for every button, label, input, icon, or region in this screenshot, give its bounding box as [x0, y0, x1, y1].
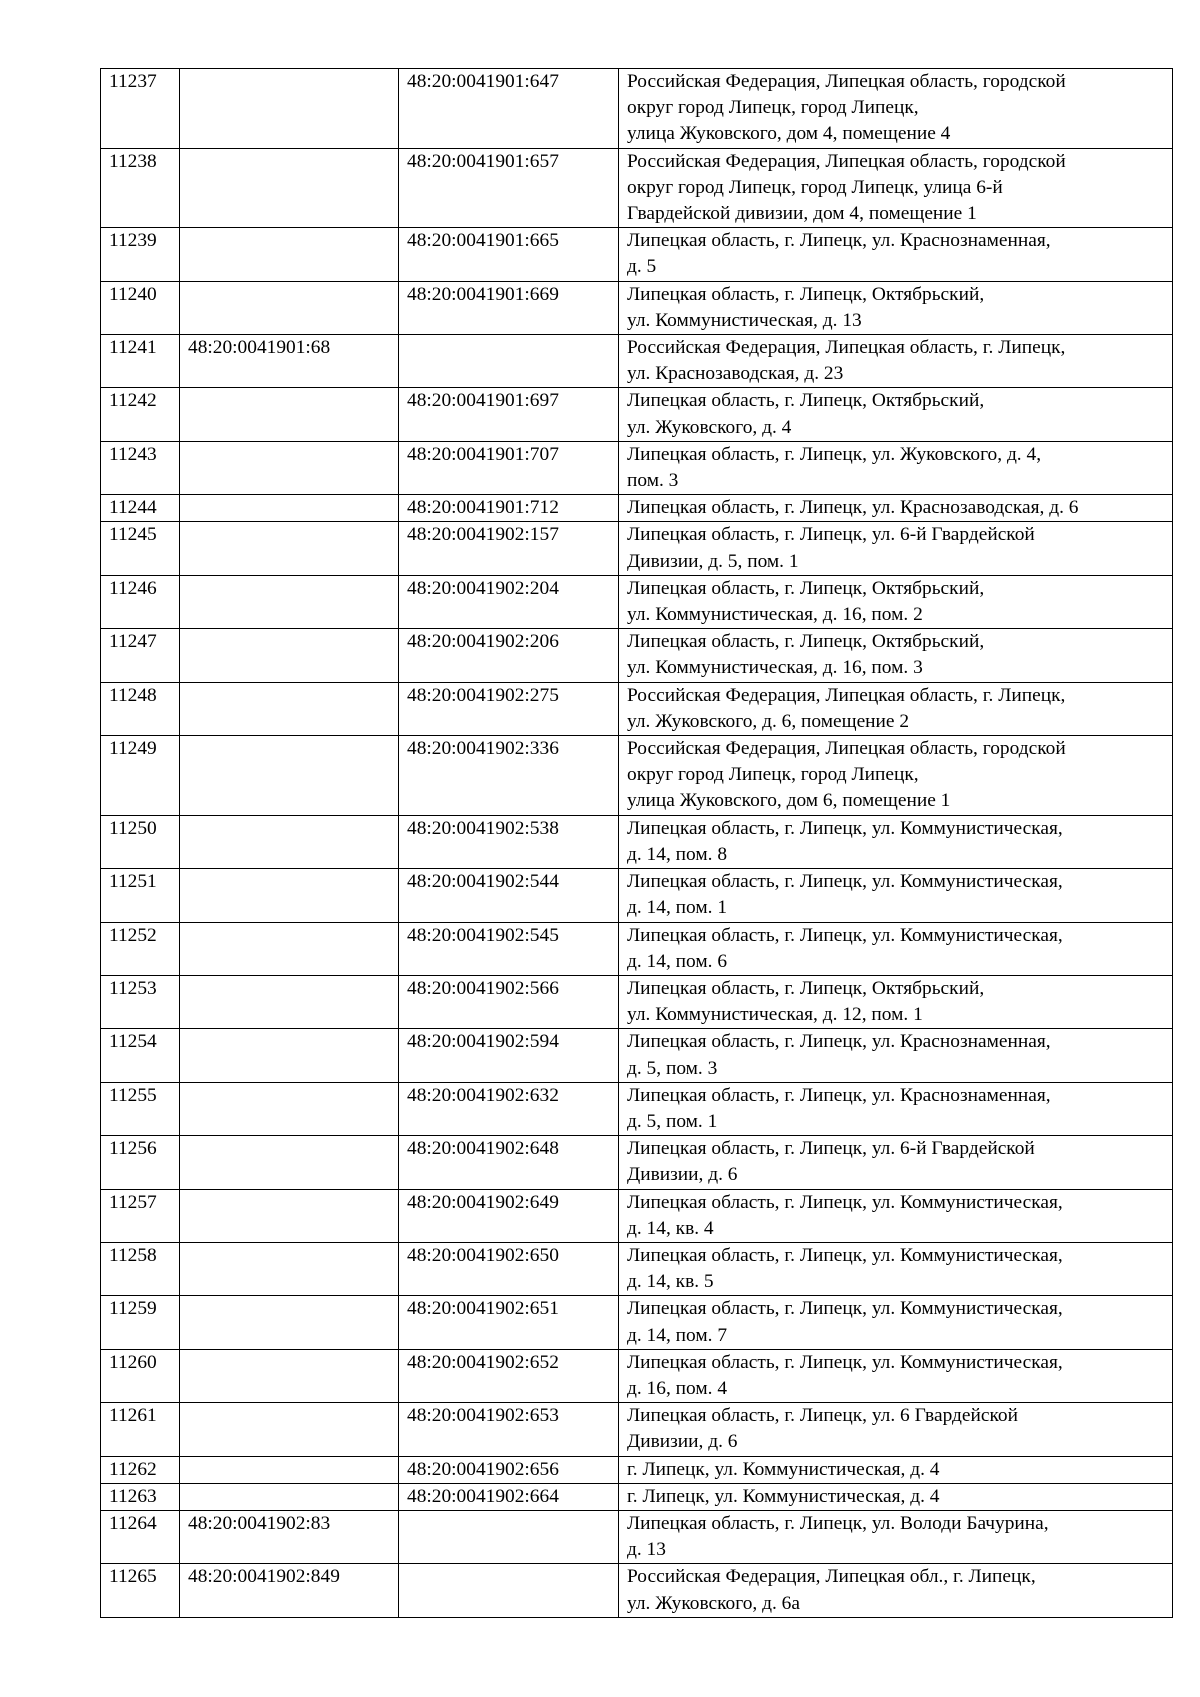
table-row	[101, 1349, 1173, 1402]
address-line: Липецкая область, г. Липецк, Октябрьский,	[627, 977, 985, 999]
address-cell	[619, 388, 1173, 441]
address-cell	[619, 815, 1173, 868]
table-row	[101, 228, 1173, 281]
address-cell	[619, 736, 1173, 816]
address-line: Липецкая область, г. Липецк, Октябрьский,	[627, 577, 985, 599]
row-number-cell: 11264	[101, 1510, 180, 1563]
table-row	[101, 815, 1173, 868]
object-cadastral-number-cell	[399, 335, 619, 388]
row-number-cell: 11241	[101, 335, 180, 388]
land-cadastral-number-cell	[180, 69, 399, 149]
address-line: Липецкая область, г. Липецк, ул. Краснозаводская, д. 6	[627, 497, 1079, 519]
address-line: ул. Жуковского, д. 6, помещение 2	[627, 710, 910, 732]
row-number-cell: 11253	[101, 975, 180, 1028]
address-line: д. 5, пом. 3	[627, 1057, 718, 1079]
registry-table	[100, 68, 1173, 1618]
address-cell	[619, 1029, 1173, 1082]
row-number-cell: 11265	[101, 1564, 180, 1617]
address-line: Липецкая область, г. Липецк, ул. Коммунистическая,	[627, 871, 1063, 893]
address-line: Липецкая область, г. Липецк, ул. 6 Гвардейской	[627, 1405, 1018, 1427]
table-row	[101, 1296, 1173, 1349]
address-line: Российская Федерация, Липецкая область, г. Липецк,	[627, 337, 1066, 359]
object-cadastral-number-cell: 48:20:0041901:712	[399, 495, 619, 522]
land-cadastral-number-cell	[180, 736, 399, 816]
address-cell	[619, 1296, 1173, 1349]
land-cadastral-number-cell	[180, 495, 399, 522]
land-cadastral-number-cell	[180, 922, 399, 975]
land-cadastral-number-cell	[180, 1189, 399, 1242]
address-cell	[619, 69, 1173, 149]
table-row	[101, 1403, 1173, 1456]
row-number-cell: 11238	[101, 148, 180, 228]
address-line: Российская Федерация, Липецкая область, городской	[627, 738, 1066, 760]
address-line: д. 13	[627, 1539, 666, 1561]
row-number-cell: 11260	[101, 1349, 180, 1402]
address-cell	[619, 869, 1173, 922]
table-row	[101, 1564, 1173, 1617]
address-line: Липецкая область, г. Липецк, ул. 6-й Гвардейской	[627, 524, 1035, 546]
land-cadastral-number-cell	[180, 1082, 399, 1135]
table-row	[101, 1242, 1173, 1295]
land-cadastral-number-cell	[180, 869, 399, 922]
land-cadastral-number-cell	[180, 629, 399, 682]
address-cell	[619, 682, 1173, 735]
row-number-cell: 11240	[101, 281, 180, 334]
row-number-cell: 11250	[101, 815, 180, 868]
object-cadastral-number-cell: 48:20:0041902:664	[399, 1483, 619, 1510]
address-cell	[619, 1483, 1173, 1510]
address-line: Липецкая область, г. Липецк, ул. Коммунистическая,	[627, 817, 1063, 839]
address-line: Липецкая область, г. Липецк, ул. Коммунистическая,	[627, 924, 1063, 946]
object-cadastral-number-cell: 48:20:0041902:206	[399, 629, 619, 682]
object-cadastral-number-cell: 48:20:0041901:647	[399, 69, 619, 149]
land-cadastral-number-cell	[180, 1456, 399, 1483]
address-line: д. 14, пом. 7	[627, 1324, 728, 1346]
address-line: Липецкая область, г. Липецк, ул. Володи Бачурина,	[627, 1512, 1049, 1534]
address-line: д. 14, кв. 4	[627, 1217, 714, 1239]
address-cell	[619, 281, 1173, 334]
address-cell	[619, 1082, 1173, 1135]
address-cell	[619, 1456, 1173, 1483]
object-cadastral-number-cell: 48:20:0041902:656	[399, 1456, 619, 1483]
object-cadastral-number-cell: 48:20:0041901:669	[399, 281, 619, 334]
object-cadastral-number-cell: 48:20:0041902:566	[399, 975, 619, 1028]
object-cadastral-number-cell	[399, 1510, 619, 1563]
address-line: ул. Коммунистическая, д. 12, пом. 1	[627, 1004, 923, 1026]
row-number-cell: 11262	[101, 1456, 180, 1483]
address-line: д. 14, пом. 1	[627, 897, 728, 919]
address-line: ул. Краснозаводская, д. 23	[627, 363, 844, 385]
address-line: Липецкая область, г. Липецк, Октябрьский,	[627, 631, 985, 653]
address-cell	[619, 441, 1173, 494]
object-cadastral-number-cell: 48:20:0041902:275	[399, 682, 619, 735]
land-cadastral-number-cell	[180, 682, 399, 735]
row-number-cell: 11263	[101, 1483, 180, 1510]
object-cadastral-number-cell: 48:20:0041902:545	[399, 922, 619, 975]
table-row	[101, 1456, 1173, 1483]
object-cadastral-number-cell: 48:20:0041902:649	[399, 1189, 619, 1242]
row-number-cell: 11244	[101, 495, 180, 522]
object-cadastral-number-cell: 48:20:0041902:632	[399, 1082, 619, 1135]
table-row	[101, 1483, 1173, 1510]
address-cell	[619, 629, 1173, 682]
land-cadastral-number-cell	[180, 1136, 399, 1189]
land-cadastral-number-cell	[180, 1483, 399, 1510]
land-cadastral-number-cell	[180, 388, 399, 441]
address-line: Липецкая область, г. Липецк, ул. Коммунистическая,	[627, 1298, 1063, 1320]
land-cadastral-number-cell	[180, 441, 399, 494]
address-line: Липецкая область, г. Липецк, ул. Краснознаменная,	[627, 1084, 1051, 1106]
address-line: ул. Коммунистическая, д. 13	[627, 309, 862, 331]
object-cadastral-number-cell: 48:20:0041902:653	[399, 1403, 619, 1456]
land-cadastral-number-cell	[180, 281, 399, 334]
address-line: Липецкая область, г. Липецк, ул. Краснознаменная,	[627, 1031, 1051, 1053]
table-row	[101, 495, 1173, 522]
object-cadastral-number-cell	[399, 1564, 619, 1617]
object-cadastral-number-cell: 48:20:0041902:650	[399, 1242, 619, 1295]
row-number-cell: 11259	[101, 1296, 180, 1349]
address-line: д. 5	[627, 256, 657, 278]
address-line: Российская Федерация, Липецкая область, городской	[627, 71, 1066, 92]
address-line: Дивизии, д. 6	[627, 1431, 738, 1453]
address-line: д. 14, пом. 8	[627, 843, 728, 865]
land-cadastral-number-cell: 48:20:0041901:68	[180, 335, 399, 388]
address-line: округ город Липецк, город Липецк,	[627, 97, 919, 119]
address-line: д. 14, пом. 6	[627, 950, 728, 972]
object-cadastral-number-cell: 48:20:0041901:707	[399, 441, 619, 494]
address-line: ул. Жуковского, д. 6а	[627, 1592, 800, 1614]
address-line: округ город Липецк, город Липецк, улица 6-й	[627, 176, 1003, 198]
land-cadastral-number-cell	[180, 1403, 399, 1456]
object-cadastral-number-cell: 48:20:0041902:594	[399, 1029, 619, 1082]
object-cadastral-number-cell: 48:20:0041901:665	[399, 228, 619, 281]
object-cadastral-number-cell: 48:20:0041901:657	[399, 148, 619, 228]
row-number-cell: 11239	[101, 228, 180, 281]
address-line: пом. 3	[627, 470, 679, 492]
address-cell	[619, 522, 1173, 575]
land-cadastral-number-cell	[180, 575, 399, 628]
address-line: Липецкая область, г. Липецк, Октябрьский,	[627, 283, 985, 305]
address-line: Гвардейской дивизии, дом 4, помещение 1	[627, 203, 977, 225]
table-row	[101, 281, 1173, 334]
row-number-cell: 11256	[101, 1136, 180, 1189]
address-cell	[619, 495, 1173, 522]
table-row	[101, 736, 1173, 816]
land-cadastral-number-cell: 48:20:0041902:849	[180, 1564, 399, 1617]
row-number-cell: 11247	[101, 629, 180, 682]
address-line: Российская Федерация, Липецкая область, г. Липецк,	[627, 684, 1066, 706]
address-line: д. 14, кв. 5	[627, 1271, 714, 1293]
address-line: Липецкая область, г. Липецк, ул. Коммунистическая,	[627, 1351, 1063, 1373]
address-line: д. 16, пом. 4	[627, 1377, 728, 1399]
table-row	[101, 1510, 1173, 1563]
address-line: г. Липецк, ул. Коммунистическая, д. 4	[627, 1485, 940, 1507]
table-row	[101, 682, 1173, 735]
row-number-cell: 11261	[101, 1403, 180, 1456]
table-row	[101, 1082, 1173, 1135]
address-line: улица Жуковского, дом 4, помещение 4	[627, 123, 951, 145]
address-line: ул. Коммунистическая, д. 16, пом. 3	[627, 657, 923, 679]
object-cadastral-number-cell: 48:20:0041902:652	[399, 1349, 619, 1402]
address-line: д. 5, пом. 1	[627, 1110, 718, 1132]
table-row	[101, 335, 1173, 388]
object-cadastral-number-cell: 48:20:0041902:544	[399, 869, 619, 922]
land-cadastral-number-cell	[180, 1296, 399, 1349]
address-line: Дивизии, д. 5, пом. 1	[627, 550, 799, 572]
object-cadastral-number-cell: 48:20:0041901:697	[399, 388, 619, 441]
land-cadastral-number-cell	[180, 1029, 399, 1082]
address-cell	[619, 975, 1173, 1028]
row-number-cell: 11252	[101, 922, 180, 975]
object-cadastral-number-cell: 48:20:0041902:336	[399, 736, 619, 816]
object-cadastral-number-cell: 48:20:0041902:648	[399, 1136, 619, 1189]
table-row	[101, 148, 1173, 228]
address-cell	[619, 335, 1173, 388]
address-cell	[619, 575, 1173, 628]
row-number-cell: 11245	[101, 522, 180, 575]
address-cell	[619, 1564, 1173, 1617]
row-number-cell: 11243	[101, 441, 180, 494]
land-cadastral-number-cell	[180, 522, 399, 575]
row-number-cell: 11248	[101, 682, 180, 735]
address-line: округ город Липецк, город Липецк,	[627, 764, 919, 786]
address-line: г. Липецк, ул. Коммунистическая, д. 4	[627, 1458, 940, 1480]
row-number-cell: 11255	[101, 1082, 180, 1135]
object-cadastral-number-cell: 48:20:0041902:157	[399, 522, 619, 575]
land-cadastral-number-cell	[180, 975, 399, 1028]
object-cadastral-number-cell: 48:20:0041902:651	[399, 1296, 619, 1349]
table-row	[101, 441, 1173, 494]
address-line: ул. Коммунистическая, д. 16, пом. 2	[627, 604, 923, 626]
land-cadastral-number-cell	[180, 1242, 399, 1295]
address-line: Липецкая область, г. Липецк, ул. 6-й Гвардейской	[627, 1138, 1035, 1160]
address-line: Липецкая область, г. Липецк, ул. Коммунистическая,	[627, 1244, 1063, 1266]
object-cadastral-number-cell: 48:20:0041902:204	[399, 575, 619, 628]
address-cell	[619, 1242, 1173, 1295]
table-row	[101, 575, 1173, 628]
table-row	[101, 975, 1173, 1028]
address-cell	[619, 148, 1173, 228]
address-cell	[619, 922, 1173, 975]
table-row	[101, 522, 1173, 575]
address-line: Липецкая область, г. Липецк, Октябрьский,	[627, 390, 985, 412]
table-row	[101, 869, 1173, 922]
address-cell	[619, 1189, 1173, 1242]
table-row	[101, 388, 1173, 441]
land-cadastral-number-cell: 48:20:0041902:83	[180, 1510, 399, 1563]
land-cadastral-number-cell	[180, 1349, 399, 1402]
address-line: Российская Федерация, Липецкая область, городской	[627, 150, 1066, 172]
row-number-cell: 11237	[101, 69, 180, 149]
row-number-cell: 11246	[101, 575, 180, 628]
land-cadastral-number-cell	[180, 228, 399, 281]
address-line: Липецкая область, г. Липецк, ул. Краснознаменная,	[627, 230, 1051, 252]
address-line: Липецкая область, г. Липецк, ул. Коммунистическая,	[627, 1191, 1063, 1213]
row-number-cell: 11251	[101, 869, 180, 922]
address-line: Российская Федерация, Липецкая обл., г. Липецк,	[627, 1566, 1036, 1588]
object-cadastral-number-cell: 48:20:0041902:538	[399, 815, 619, 868]
address-line: ул. Жуковского, д. 4	[627, 416, 792, 438]
address-cell	[619, 1349, 1173, 1402]
registry-table-body	[101, 69, 1173, 1618]
table-row	[101, 629, 1173, 682]
address-line: улица Жуковского, дом 6, помещение 1	[627, 790, 951, 812]
row-number-cell: 11254	[101, 1029, 180, 1082]
land-cadastral-number-cell	[180, 148, 399, 228]
row-number-cell: 11258	[101, 1242, 180, 1295]
address-cell	[619, 228, 1173, 281]
row-number-cell: 11242	[101, 388, 180, 441]
row-number-cell: 11249	[101, 736, 180, 816]
table-row	[101, 1029, 1173, 1082]
address-line: Липецкая область, г. Липецк, ул. Жуковского, д. 4,	[627, 443, 1042, 465]
table-row	[101, 69, 1173, 149]
land-cadastral-number-cell	[180, 815, 399, 868]
address-cell	[619, 1136, 1173, 1189]
table-row	[101, 1189, 1173, 1242]
address-cell	[619, 1510, 1173, 1563]
address-line: Дивизии, д. 6	[627, 1164, 738, 1186]
table-row	[101, 922, 1173, 975]
row-number-cell: 11257	[101, 1189, 180, 1242]
table-row	[101, 1136, 1173, 1189]
address-cell	[619, 1403, 1173, 1456]
